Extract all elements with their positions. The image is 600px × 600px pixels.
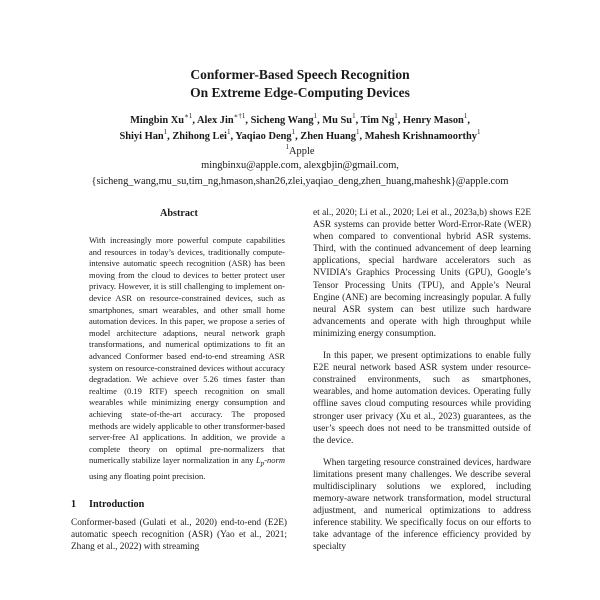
author-separator: , (317, 115, 323, 126)
paper-title (0, 66, 600, 102)
author-name-text: Sicheng Wang (250, 115, 314, 126)
author-name-text: Shiyi Han (119, 131, 164, 142)
author-name (360, 112, 403, 126)
left-column (71, 207, 287, 553)
author-separator: , (245, 115, 251, 126)
author-list (0, 113, 600, 145)
author-affiliation-marker: ∗1 (184, 112, 193, 120)
author-emails (0, 158, 600, 189)
author-affiliation-marker: 1 (352, 112, 356, 120)
section-title: Introduction (89, 499, 145, 511)
email-line-2: {sicheng_wang,mu_su,tim_ng,hmason,shan26,zlei,yaqiao_deng,zhen_huang,maheshk}@apple.com (91, 175, 509, 187)
abstract-text (89, 235, 285, 482)
author-affiliation-marker: 1 (356, 128, 360, 136)
affiliation (0, 144, 600, 159)
authors-line-1 (0, 113, 600, 129)
paragraph-contributions: In this paper, we present optimizations to enable fully E2E neural network based ASR system under resource-constrained environments, such as smartphones, wearables, and home automation devices. Operating fully offline saves cloud computing resources while providing stronger user privacy (Xu et al., 2023) guarantees, as the user’s speech does not need to be transmitted outside of the device. (313, 351, 531, 446)
section-heading-introduction (71, 498, 287, 512)
authors-line-2 (0, 129, 600, 145)
author-separator: , (467, 115, 470, 126)
affiliation-marker: 1 (285, 143, 290, 151)
author-name-text: Yaqiao Deng (235, 131, 292, 142)
affiliation-name: Apple (289, 146, 315, 157)
author-separator: , (397, 115, 403, 126)
author-name (172, 128, 236, 142)
author-separator: , (359, 131, 365, 142)
section-number: 1 (71, 499, 77, 511)
author-name (196, 112, 251, 126)
email-line-1: mingbinxu@apple.com, alexgbjin@gmail.com, (201, 160, 399, 171)
author-affiliation-marker: ∗†1 (233, 112, 246, 120)
author-affiliation-marker: 1 (163, 128, 168, 136)
abstract-body: With increasingly more powerful compute capabilities and resources in today’s devices, traditionally compute-intensive automatic speech recognition (ASR) has been moving from the cloud to devices to better protect user privacy. However, it is still challenging to implement on-device ASR on resource-constrained devices, such as smartphones, smart wearables, and other small home automation devices. In this paper, we propose a series of model architecture adaptions, neural network graph transformations, and numerical optimizations to fit an advanced Conformer based end-to-end streaming ASR system on resource-constrained devices without accuracy degradation. We achieve over 5.26 times faster than realtime (0.19 RTF) speech recognition on small wearables while minimizing energy consumption and achieving state-of-the-art accuracy. The proposed methods are widely applicable to other transformer-based server-free AI applications. In addition, we provide a complete theory on optimal pre-normalizers that numerically stabilize layer normalization in any (89, 235, 285, 466)
author-affiliation-marker: 1 (477, 128, 481, 136)
author-name-text: Mahesh Krishnamoorthy (364, 131, 477, 142)
author-name (119, 128, 173, 142)
author-name-text: Zhihong Lei (172, 131, 227, 142)
author-name (322, 112, 361, 126)
author-name-text: Tim Ng (360, 115, 395, 126)
right-column (313, 207, 531, 564)
math-tail: -norm (264, 455, 285, 466)
math-symbol: L (255, 455, 261, 466)
title-line-2: On Extreme Edge-Computing Devices (190, 85, 410, 100)
title-line-1: Conformer-Based Speech Recognition (190, 67, 410, 82)
author-name (364, 128, 481, 142)
introduction-paragraph: Conformer-based (Gulati et al., 2020) end-to-end (E2E) automatic speech recognition (ASR) (Yao et al., 2021; Zhang et al., 2022) with streaming (71, 518, 287, 553)
author-separator: , (230, 131, 236, 142)
author-name-text: Mingbin Xu (130, 115, 185, 126)
author-separator: , (167, 131, 173, 142)
author-name (250, 112, 323, 126)
author-name (300, 128, 365, 142)
author-separator: , (355, 115, 361, 126)
author-affiliation-marker: 1 (463, 112, 468, 120)
author-separator: , (295, 131, 301, 142)
abstract-heading: Abstract (160, 208, 198, 219)
author-affiliation-marker: 1 (394, 112, 398, 120)
author-name (402, 112, 470, 126)
author-name-text: Mu Su (322, 115, 353, 126)
paragraph-continuation: et al., 2020; Li et al., 2020; Lei et al., 2023a,b) shows E2E ASR systems can provide better Word-Error-Rate (WER) when compared to conventional hybrid ASR systems. Third, with the continued advancement of deep learning applications, special hardware accelerators such as NVIDIA’s Graphics Processing Units (GPU), Google’s Tensor Processing Units (TPU), and Apple’s Neural Engine (ANE) are becoming increasingly popular. A fully neural ASR system can best utilize such hardware advancements and operate with high throughput while minimizing energy consumption. (313, 208, 531, 339)
author-affiliation-marker: 1 (291, 128, 296, 136)
author-name-text: Henry Mason (402, 115, 464, 126)
author-name (130, 112, 197, 126)
author-affiliation-marker: 1 (226, 128, 231, 136)
author-name (235, 128, 301, 142)
author-affiliation-marker: 1 (313, 112, 318, 120)
math-subscript: p (260, 459, 265, 468)
paragraph-challenges: When targeting resource constrained devices, hardware limitations present many challenges. We describe several multidisciplinary solutions we explored, including memory-aware network transformation, model structural adjustment, and numerical optimizations to address inference stability. We specifically focus on our efforts to take advantage of the inference efficiency provided by specialty (313, 457, 531, 553)
author-name-text: Alex Jin (196, 115, 234, 126)
abstract-math (255, 455, 285, 468)
abstract-ending: using any floating point precision. (89, 470, 206, 481)
author-name-text: Zhen Huang (300, 131, 356, 142)
author-separator: , (192, 115, 197, 126)
